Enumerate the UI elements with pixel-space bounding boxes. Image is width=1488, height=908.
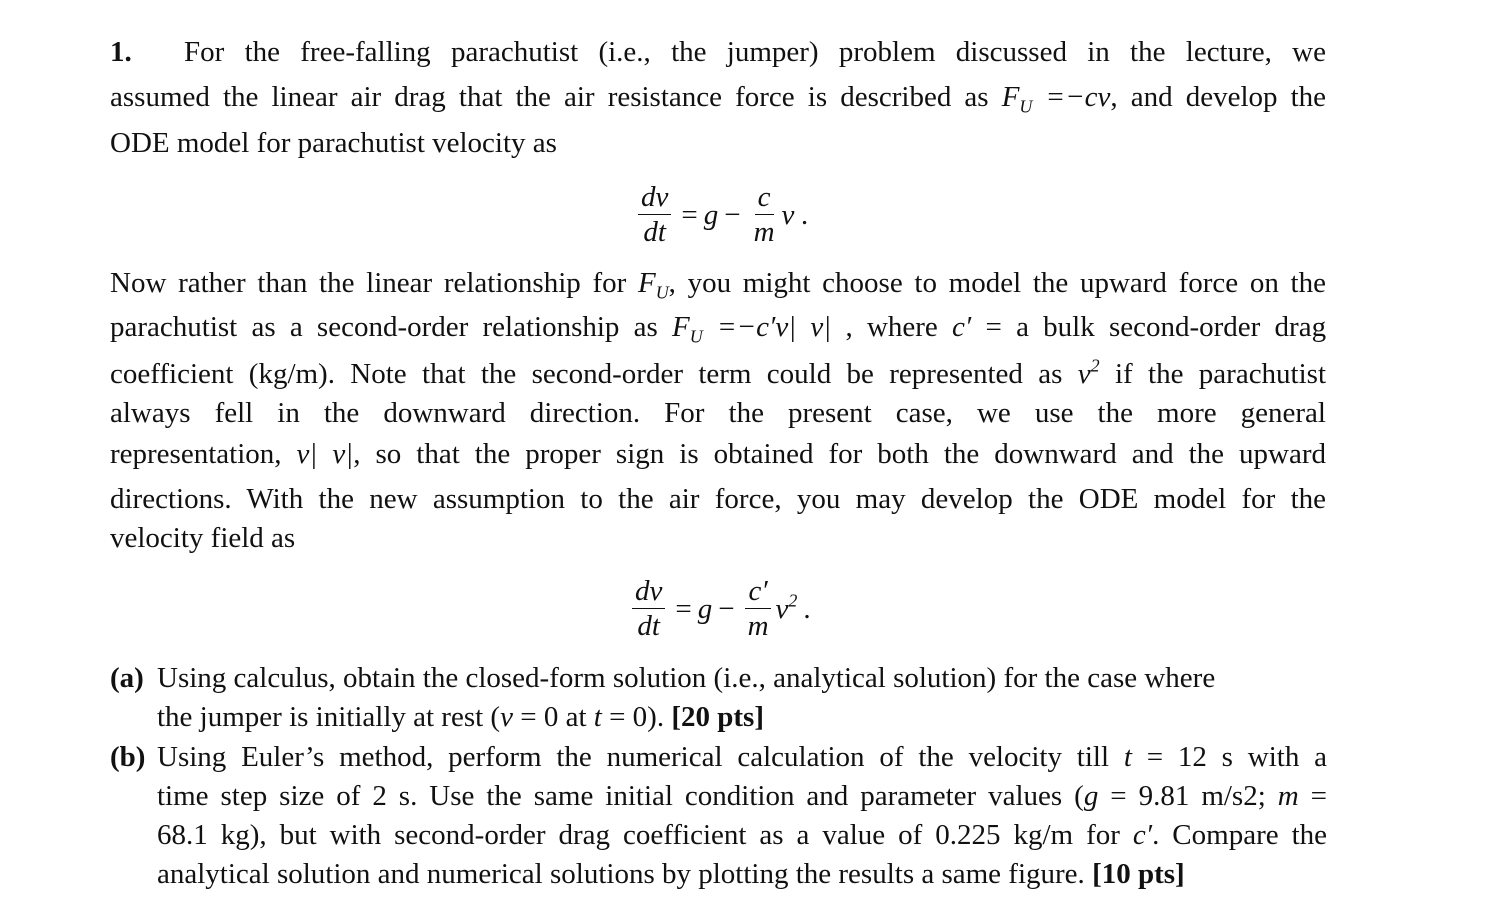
para2-line-6: directions. With the new assumption to the air force, you may develop the ODE model for the [110,483,1326,515]
part-a-line-2: the jumper is initially at rest (v = 0 at t = 0). [20 pts] [157,701,764,733]
equation-linear: $\frac{dv}{dt}$ = g − $\frac{c}{m}$ v . [634,180,809,249]
problem-number: 1. [110,36,132,68]
force-symbol: $F_U$ [1001,81,1033,117]
part-a-points: [20 pts] [671,701,764,733]
para2-line-1: Now rather than the linear relationship for $F_U$, you might choose to model the upward force on the [110,267,1326,303]
intro-text-2b: , and develop the [1110,81,1327,113]
para2-line-4: always fell in the downward direction. For the present case, we use the more general [110,397,1326,429]
intro-line-1 [110,34,1326,70]
linear-drag-expr: =−cv [1045,81,1111,113]
part-a-label: (a) [110,662,144,694]
intro-line-3: ODE model for parachutist velocity as [110,127,557,159]
para2-line-2: parachutist as a second-order relationship as $F_U =-c'v|$ v| , where c′ = a bulk second-order drag [110,311,1327,347]
intro-line-2 [110,79,1326,115]
part-b-points: [10 pts] [1092,858,1185,890]
eq2-lhs-fraction: $\frac{dv}{dt}$ [632,574,665,643]
para2-line-5: representation, v| v|, so that the proper sign is obtained for both the downward and the upward [110,438,1327,470]
quadratic-drag-expr: =−c′v| v| [716,311,832,343]
para2-line-7: velocity field as [110,522,296,554]
para2-line-3: coefficient (kg/m). Note that the second-order term could be represented as $v^2$ if the parachutist [110,355,1327,390]
part-a-line-1: Using calculus, obtain the closed-form solution (i.e., analytical solution) for the case where [157,662,1216,694]
part-b-line-1: Using Euler’s method, perform the numerical calculation of the velocity till t = 12 s with a [157,741,1327,773]
equation-quadratic: $\frac{dv}{dt}$ = g − $\frac{c'}{m}$ $v^2$ . [628,574,811,643]
part-b-label: (b) [110,741,146,773]
eq1-lhs-fraction: $\frac{dv}{dt}$ [638,180,671,249]
eq2-coef-fraction: $\frac{c'}{m}$ [745,574,772,643]
part-b-line-3: 68.1 kg), but with second-order drag coefficient as a value of 0.225 kg/m for c′. Compare the [157,819,1327,851]
eq1-coef-fraction: $\frac{c}{m}$ [753,181,775,248]
part-b-line-2: time step size of 2 s. Use the same initial condition and parameter values (g = 9.81 m/s2; m = [157,780,1328,812]
intro-text-2a: assumed the linear air drag that the air resistance force is described as [110,81,989,113]
intro-text-1: For the free-falling parachutist (i.e., the jumper) problem discussed in the lecture, we [184,36,1326,68]
part-b-line-4: analytical solution and numerical solutions by plotting the results a same figure. [10 pts] [157,858,1185,890]
